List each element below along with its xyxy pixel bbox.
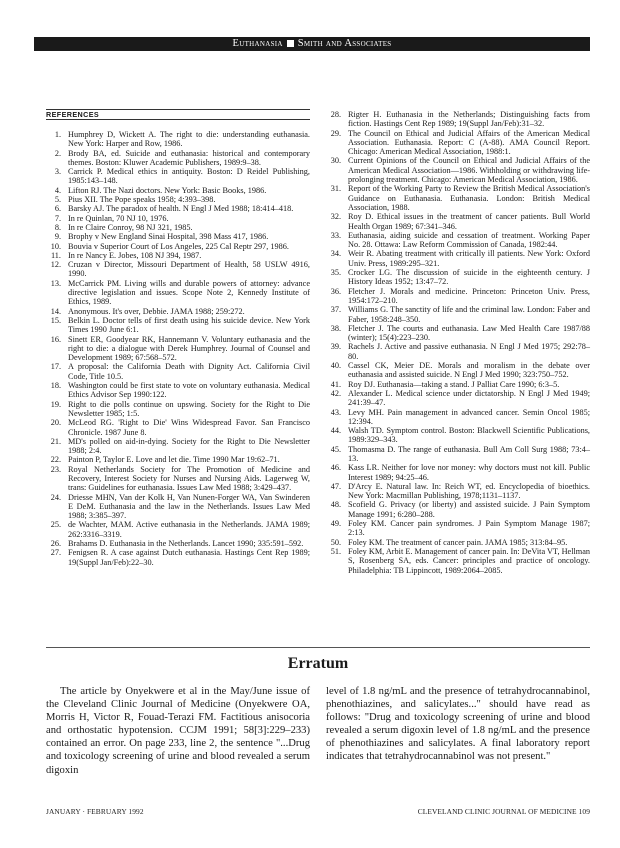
erratum-title: Erratum: [287, 655, 349, 672]
reference-number: 19.: [50, 399, 61, 409]
header-left-text: Euthanasia: [232, 38, 283, 49]
reference-text: Rigter H. Euthanasia in the Netherlands; Distinguishing facts from fiction. Hastings Cent Rep 1989; 19(Suppl Jan/Feb):31–32.: [348, 110, 590, 129]
reference-number: 10.: [50, 241, 61, 251]
erratum-text-left: The article by Onyekwere et al in the May/June issue of the Cleveland Clinic Journal of Medicine (Onyekwere OA, Morris H, Victor R, Fouad-Terazi FM. Factitious anisocoria and orthostatic hypotension. CCJM 1991; 58[3]:229–233) contained an error. On page 233, line 2, the sentence "...Drug and toxicology screening of urine and blood revealed a serum digoxin: [46, 686, 310, 776]
reference-item: [326, 212, 590, 231]
reference-item: [46, 418, 310, 437]
reference-item: [326, 156, 590, 184]
reference-text: Current Opinions of the Council on Ethical and Judicial Affairs of the American Medical Association—1986. Withholding or withdrawing life-prolonging treatment. Chicago: American Medical Association, 1986.: [348, 156, 590, 185]
reference-number: 28.: [330, 110, 341, 119]
reference-item: [46, 437, 310, 456]
reference-number: 45.: [330, 444, 341, 454]
reference-text: de Wachter, MAM. Active euthanasia in the Netherlands. JAMA 1989; 262:3316–3319.: [68, 520, 310, 539]
header-right-text: Smith and Associates: [297, 38, 392, 49]
reference-text: D'Arcy E. Natural law. In: Reich WT, ed. Encyclopedia of bioethics. New York: Macmillan Publishing, 1978;1131–1137.: [348, 481, 590, 501]
reference-item: [326, 231, 590, 250]
reference-item: [326, 287, 590, 306]
reference-number: 1.: [54, 130, 61, 139]
reference-item: [326, 380, 590, 389]
reference-item: [46, 539, 310, 548]
reference-number: 15.: [50, 315, 61, 325]
references-column-left: [46, 130, 310, 567]
reference-text: Right to die polls continue on upswing. Society for the Right to Die Newsletter 1985; 1:5.: [68, 399, 310, 418]
reference-text: Alexander L. Medical science under dictatorship. N Engl J Med 1949; 241:39–47.: [348, 388, 590, 408]
reference-item: [46, 279, 310, 307]
reference-item: [46, 223, 310, 232]
reference-text: Report of the Working Party to Review the British Medical Association's Guidance on Euthanasia. Euthanasia. London: British Medical Association, 1988.: [348, 184, 590, 212]
reference-number: 41.: [330, 379, 341, 389]
reference-number: 44.: [330, 426, 341, 436]
reference-text: Crocker LG. The discussion of suicide in the eighteenth century. J History Ideas 1952; 13:47–72.: [348, 268, 590, 287]
reference-text: Pius XII. The Pope speaks 1958; 4:393–398.: [68, 195, 216, 205]
reference-item: [326, 463, 590, 482]
reference-item: [326, 305, 590, 324]
reference-item: [326, 268, 590, 287]
reference-number: 25.: [50, 520, 61, 530]
reference-number: 23.: [50, 464, 61, 474]
reference-text: Fletcher J. The courts and euthanasia. Law Med Health Care 1987/88 (winter); 15(4):223–230.: [348, 323, 590, 343]
reference-number: 11.: [50, 250, 61, 260]
reference-item: [46, 242, 310, 251]
reference-text: Barsky AJ. The paradox of health. N Engl J Med 1988; 18:414–418.: [68, 204, 294, 214]
reference-number: 12.: [50, 260, 61, 270]
reference-number: 34.: [330, 249, 341, 259]
reference-item: [326, 547, 590, 575]
reference-item: [326, 324, 590, 343]
reference-item: [46, 465, 310, 493]
reference-text: Euthanasia, aiding suicide and cessation of treatment. Working Paper No. 28. Ottawa: Law Reform Commission of Canada, 1982:44.: [348, 230, 590, 250]
reference-item: [326, 389, 590, 408]
reference-text: The Council on Ethical and Judicial Affairs of the American Medical Association. Euthanasia. Report: C (A-88). AMA Council Report. Chicago: American Medical Association, 1988:1.: [348, 128, 590, 157]
reference-number: 37.: [330, 305, 341, 315]
reference-text: Lifton RJ. The Nazi doctors. New York: Basic Books, 1986.: [68, 185, 267, 195]
reference-item: [46, 204, 310, 213]
reference-text: Brophy v New England Sinai Hospital, 398 Mass 417, 1986.: [68, 232, 269, 242]
reference-text: Thomasma D. The range of euthanasia. Bull Am Coll Surg 1988; 73:4–13.: [348, 444, 590, 463]
reference-text: McLeod RG. 'Right to Die' Wins Widespread Favor. San Francisco Chronicle. 1987 June 8.: [68, 418, 310, 437]
reference-number: 21.: [50, 436, 61, 446]
reference-number: 35.: [330, 268, 341, 278]
reference-number: 18.: [50, 381, 61, 391]
reference-item: [46, 335, 310, 363]
reference-item: [46, 214, 310, 223]
reference-number: 38.: [330, 323, 341, 333]
reference-item: [326, 361, 590, 380]
reference-number: 24.: [50, 492, 61, 502]
reference-item: [326, 519, 590, 538]
reference-text: Fletcher J. Morals and medicine. Princeton: Princeton Univ. Press, 1954:172–210.: [348, 286, 590, 305]
reference-item: [46, 316, 310, 335]
reference-number: 3.: [54, 167, 61, 177]
reference-number: 47.: [330, 481, 341, 491]
reference-number: 7.: [54, 213, 61, 223]
reference-item: [46, 548, 310, 567]
reference-item: [46, 186, 310, 195]
reference-number: 26.: [50, 539, 61, 549]
reference-number: 30.: [330, 156, 341, 166]
reference-number: 40.: [330, 361, 341, 371]
reference-item: [326, 184, 590, 212]
reference-number: 14.: [50, 306, 61, 316]
reference-item: [46, 362, 310, 381]
reference-text: Brody BA, ed. Suicide and euthanasia: historical and contemporary themes. Boston: Kluwer Academic Publishers, 1989:9–38.: [68, 148, 310, 167]
reference-number: 17.: [50, 362, 61, 372]
reference-text: Painton P, Taylor E. Love and let die. Time 1990 Mar 19:62–71.: [68, 455, 280, 465]
reference-number: 42.: [330, 388, 341, 398]
reference-text: Sinett ER, Goodyear RK, Hannemann V. Voluntary euthanasia and the right to die: a dialogue with Derek Humphrey. Journal of Counsel and Development 1989; 67:568–572.: [68, 334, 310, 363]
reference-text: Foley KM. Cancer pain syndromes. J Pain Symptom Manage 1987; 2:13.: [348, 519, 590, 538]
reference-item: [46, 251, 310, 260]
reference-number: 6.: [54, 204, 61, 214]
reference-text: Levy MH. Pain management in advanced cancer. Semin Oncol 1985; 12:394.: [348, 407, 590, 426]
reference-text: Fenigsen R. A case against Dutch euthanasia. Hastings Cent Rep 1989; 19(Suppl Jan/Feb):22–30.: [68, 548, 310, 567]
reference-text: Cassel CK, Meier DE. Morals and moralism in the debate over euthanasia and assisted suicide. N Engl J Med 1990; 323:750–752.: [348, 361, 590, 380]
reference-item: [46, 493, 310, 521]
reference-text: In re Quinlan, 70 NJ 10, 1976.: [68, 213, 169, 223]
reference-text: McCarrick PM. Living wills and durable powers of attorney: advance directive legislation and issues. Scope Note 2, Kennedy Institute of Ethics, 1989.: [68, 278, 310, 307]
section-divider: [46, 647, 590, 648]
reference-text: Scofield G. Privacy (or liberty) and assisted suicide. J Pain Symptom Manage 1991; 6:280–288.: [348, 500, 590, 519]
erratum-text-right: level of 1.8 ng/mL and the presence of tetrahydrocannabinol, phenothiazines, and salicylates..." should have read as follows: "Drug and toxicology screening of urine and blood revealed a serum digoxin level of 1.8 ng/mL and the presence of phenothiazines and salicylates. A final laboratory report indicates that tetrahydrocannabinol was not present.": [326, 686, 590, 763]
reference-text: Carrick P. Medical ethics in antiquity. Boston: D Reidel Publishing, 1985:143–148.: [68, 167, 310, 186]
reference-text: Foley KM. The treatment of cancer pain. JAMA 1985; 313:84–95.: [348, 537, 568, 547]
reference-item: [326, 249, 590, 268]
reference-text: Foley KM, Arbit E. Management of cancer pain. In: DeVita VT, Hellman S, Rosenberg SA, eds. Cancer: principles and practice of oncology. Philadelphia: TB Lippincott, 1989:2064–2085.: [348, 546, 590, 575]
reference-text: Bouvia v Superior Court of Los Angeles, 225 Cal Reptr 297, 1986.: [68, 241, 289, 251]
reference-text: Driesse MHN, Van der Kolk H, Van Nunen-Forger WA, Van Swinderen E DeM. Euthanasia and the law in the Netherlands. Issues Law Med 1988; 3:385–397.: [68, 492, 310, 521]
reference-item: [326, 408, 590, 427]
reference-number: 27.: [50, 548, 61, 558]
reference-number: 4.: [54, 185, 61, 195]
reference-text: A proposal: the California Death with Dignity Act. California Civil Code, Title 10.5.: [68, 362, 310, 381]
reference-number: 16.: [50, 334, 61, 344]
reference-number: 36.: [330, 286, 341, 296]
reference-number: 29.: [330, 128, 341, 138]
reference-item: [46, 381, 310, 400]
reference-item: [326, 500, 590, 519]
reference-text: Anonymous. It's over, Debbie. JAMA 1988; 259:272.: [68, 306, 245, 316]
reference-number: 33.: [330, 230, 341, 240]
reference-text: Weir R. Abating treatment with critically ill patients. New York: Oxford Univ. Press, 1989:295–321.: [348, 249, 590, 268]
references-heading: REFERENCES: [46, 110, 310, 120]
reference-item: [326, 129, 590, 157]
reference-text: Walsh TD. Symptom control. Boston: Blackwell Scientific Publications, 1989:329–343.: [348, 426, 590, 445]
reference-text: Cruzan v Director, Missouri Department of Health, 58 USLW 4916, 1990.: [68, 260, 310, 279]
reference-text: In re Nancy E. Jobes, 108 NJ 394, 1987.: [68, 250, 202, 260]
reference-item: [326, 342, 590, 361]
reference-text: Roy D. Ethical issues in the treatment of cancer patients. Bull World Health Organ 1989; 67:341–346.: [348, 212, 590, 231]
reference-number: 51.: [330, 546, 341, 556]
reference-item: [326, 538, 590, 547]
reference-number: 9.: [54, 232, 61, 242]
reference-item: [46, 400, 310, 419]
reference-item: [46, 232, 310, 241]
reference-item: [326, 445, 590, 464]
reference-number: 5.: [54, 195, 61, 205]
reference-number: 46.: [330, 463, 341, 473]
reference-item: [46, 307, 310, 316]
reference-number: 48.: [330, 500, 341, 510]
references-column-right: [326, 110, 590, 575]
reference-text: Williams G. The sanctity of life and the criminal law. London: Faber and Faber, 1958:248–350.: [348, 305, 590, 324]
reference-item: [46, 195, 310, 204]
reference-number: 50.: [330, 537, 341, 547]
reference-text: Kass LR. Neither for love nor money: why doctors must not kill. Public Interest 1989; 94:25–46.: [348, 463, 590, 482]
reference-item: [326, 426, 590, 445]
reference-number: 2.: [54, 148, 61, 158]
reference-item: [46, 260, 310, 279]
reference-number: 8.: [54, 222, 61, 232]
reference-text: Brahams D. Euthanasia in the Netherlands. Lancet 1990; 335:591–592.: [68, 539, 304, 549]
reference-text: In re Claire Conroy, 98 NJ 321, 1985.: [68, 222, 193, 232]
reference-number: 22.: [50, 455, 61, 465]
reference-item: [46, 149, 310, 168]
reference-item: [46, 455, 310, 464]
reference-text: Rachels J. Active and passive euthanasia. N Engl J Med 1975; 292:78–80.: [348, 342, 590, 361]
reference-text: Roy DJ. Euthanasia—taking a stand. J Palliat Care 1990; 6:3–5.: [348, 379, 560, 389]
reference-text: Humphrey D, Wickett A. The right to die: understanding euthanasia. New York: Harper and Row, 1986.: [68, 130, 310, 149]
square-bullet-icon: [287, 40, 294, 47]
reference-text: Belkin L. Doctor tells of first death using his suicide device. New York Times 1990 June 6:1.: [68, 315, 310, 335]
reference-item: [46, 167, 310, 186]
reference-item: [326, 110, 590, 129]
reference-text: Royal Netherlands Society for The Promotion of Medicine and Recovery, Interest Society for Nurses and Nursing Aids. Lagerweg W, trans: Guidelines for euthanasia. Issues Law Med 1988; 3:429–437.: [68, 464, 310, 493]
reference-item: [46, 130, 310, 149]
reference-item: [326, 482, 590, 501]
running-header: [34, 37, 590, 51]
reference-text: Washington could be first state to vote on voluntary euthanasia. Medical Ethics Advisor Sep 1990:122.: [68, 381, 310, 400]
footer-journal-page: CLEVELAND CLINIC JOURNAL OF MEDICINE 109: [417, 807, 590, 816]
reference-item: [46, 520, 310, 539]
reference-number: 32.: [330, 212, 341, 222]
reference-number: 13.: [50, 278, 61, 288]
reference-number: 31.: [330, 184, 341, 194]
footer-date: JANUARY · FEBRUARY 1992: [46, 807, 144, 816]
reference-number: 43.: [330, 407, 341, 417]
reference-text: MD's polled on aid-in-dying. Society for the Right to Die Newsletter 1988; 2:4.: [68, 436, 310, 456]
reference-number: 20.: [50, 418, 61, 428]
reference-number: 49.: [330, 519, 341, 529]
reference-number: 39.: [330, 342, 341, 352]
